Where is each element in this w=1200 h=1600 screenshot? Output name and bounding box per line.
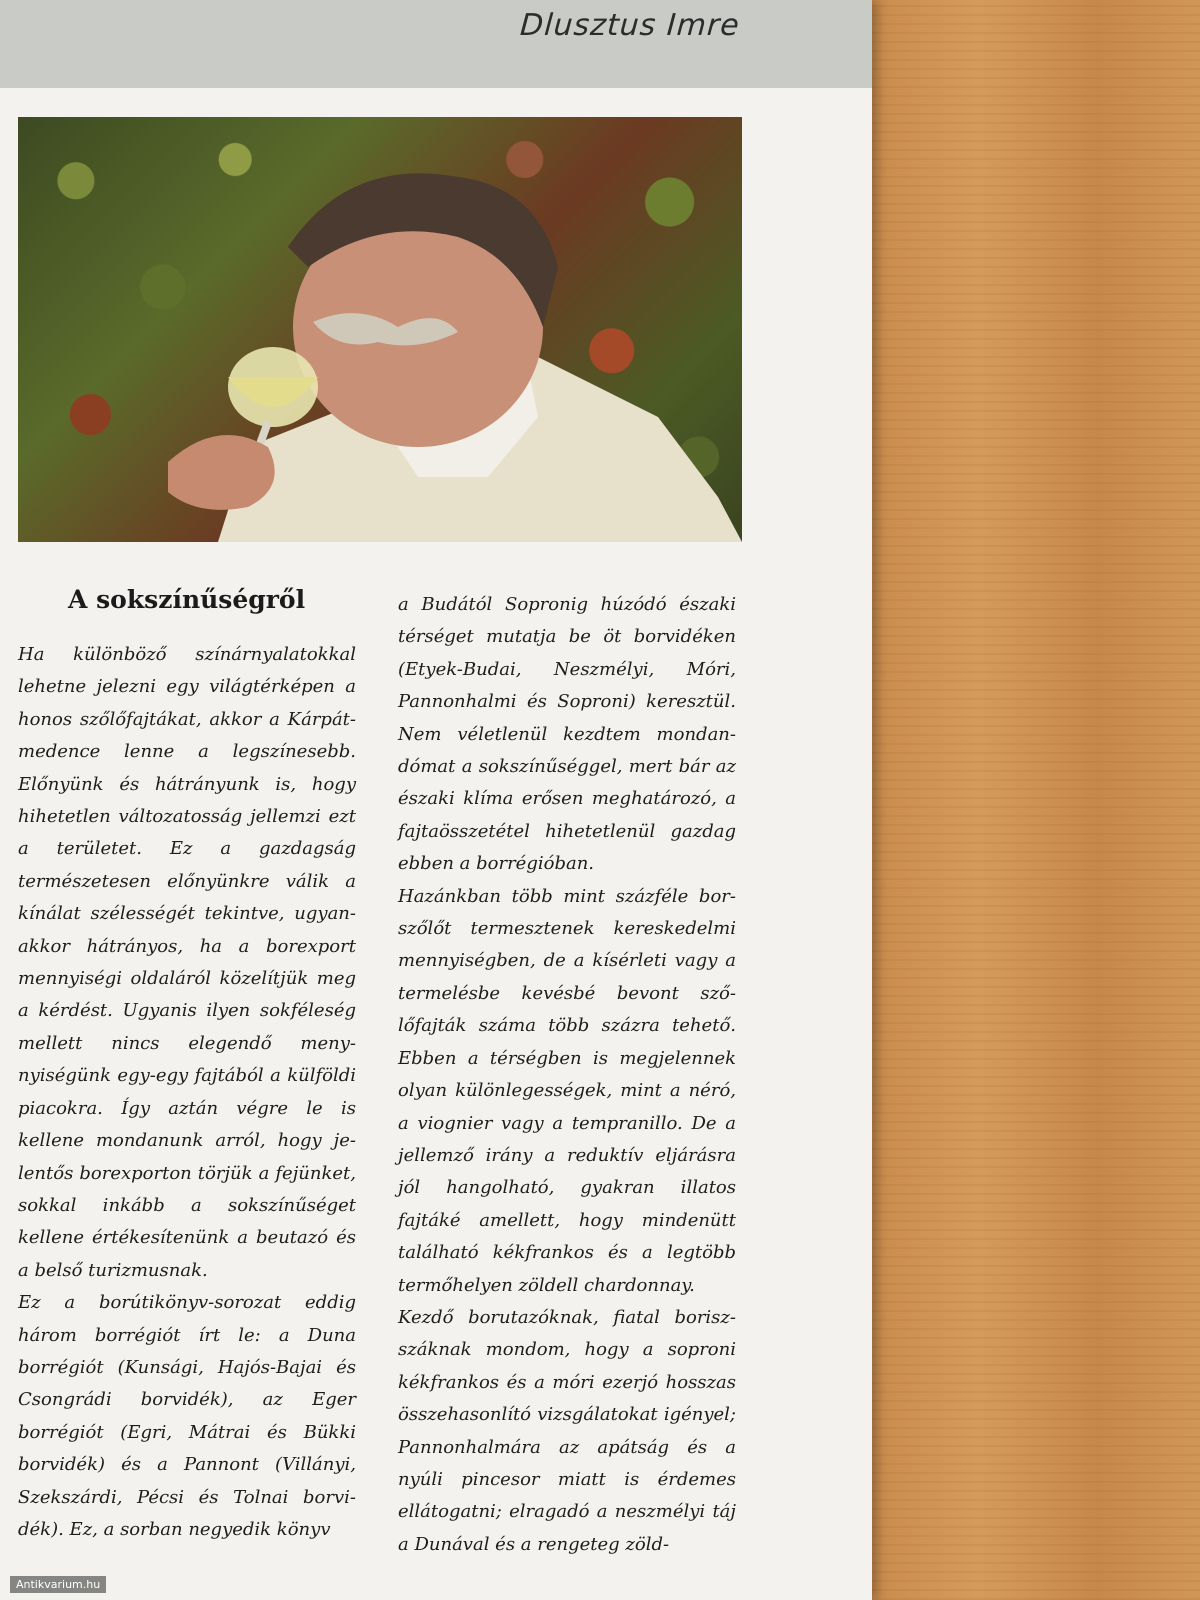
watermark: Antikvarium.hu xyxy=(10,1576,106,1593)
paragraph: a Budától Sopronig húzódó északi térséget mutatja be öt borvidéken (Etyek-Budai, Neszmélyi, Móri, Pannonhalmi és Soproni) keresztül. Nem véletlenül kezdtem mondandómat a sokszínűséggel, mert bár az északi klíma erősen meghatározó, a fajtaösszetétel hihetetlenül gazdag ebben a borrégióban. xyxy=(398,594,736,875)
article-column-left xyxy=(18,639,356,1546)
article-column-right xyxy=(398,589,736,1561)
paragraph: Kezdő borutazóknak, fiatal boriszszáknak mondom, hogy a soproni kékfrankos és a móri ezerjó hosszas összehasonlító vizsgálatokat igényel; Pannonhalmára az apátság és a nyúli pincesor miatt is érdemes ellátogatni; elragadó a neszmélyi táj a Dunával és a rengeteg zöld- xyxy=(398,1306,736,1555)
paragraph: Hazánkban több mint százféle borszőlőt termesztenek kereskedelmi mennyiségben, de a kísérleti vagy a termelésbe kevésbé bevont szőlőfajták száma több százra tehető. Ebben a térségben is megjelennek olyan különlegességek, mint a néró, a viognier vagy a tempranillo. De a jellemző irány a reduktív eljárásra jól hangolható, gyakran illatos fajtáké amellett, hogy mindenütt található kékfrankos és a legtöbb termőhelyen zöldell chardonnay. xyxy=(398,885,736,1296)
paragraph: Ha különböző színárnyalatokkal lehetne jelezni egy világtérképen a honos szőlőfajtákat, akkor a Kárpát-medence lenne a legszínesebb. Előnyünk és hátrányunk is, hogy hihetetlen változatosság jellemzi ezt a területet. Ez a gazdagság természetesen előnyünkre válik a kínálat szélességét tekintve, ugyanakkor hátrányos, ha a borexport mennyiségi oldaláról közelítjük meg a kérdést. Ugyanis ilyen sokféleség mellett nincs elegendő menynyiségünk egy-egy fajtából a külföldi piacokra. Így aztán végre le is kellene mondanunk arról, hogy jelentős borexporton törjük a fejünket, sokkal inkább a sokszínűséget kellene értékesítenünk a beutazó és a belső turizmusnak. xyxy=(18,644,356,1281)
wooden-table-background xyxy=(860,0,1200,1600)
author-photo xyxy=(18,117,742,542)
author-name: Dlusztus Imre xyxy=(518,8,742,43)
article-title: A sokszínűségről xyxy=(68,585,306,614)
man-tasting-wine-illustration xyxy=(18,117,742,542)
paragraph: Ez a borútikönyv-sorozat eddig három borrégiót írt le: a Duna borrégiót (Kunsági, Hajós-Bajai és Csongrádi borvidék), az Eger borrégiót (Egri, Mátrai és Bükki borvidék) és a Pannont (Villányi, Szekszárdi, Pécsi és Tolnai borvidék). Ez, a sorban negyedik könyv xyxy=(18,1292,356,1540)
header-band xyxy=(0,0,872,88)
